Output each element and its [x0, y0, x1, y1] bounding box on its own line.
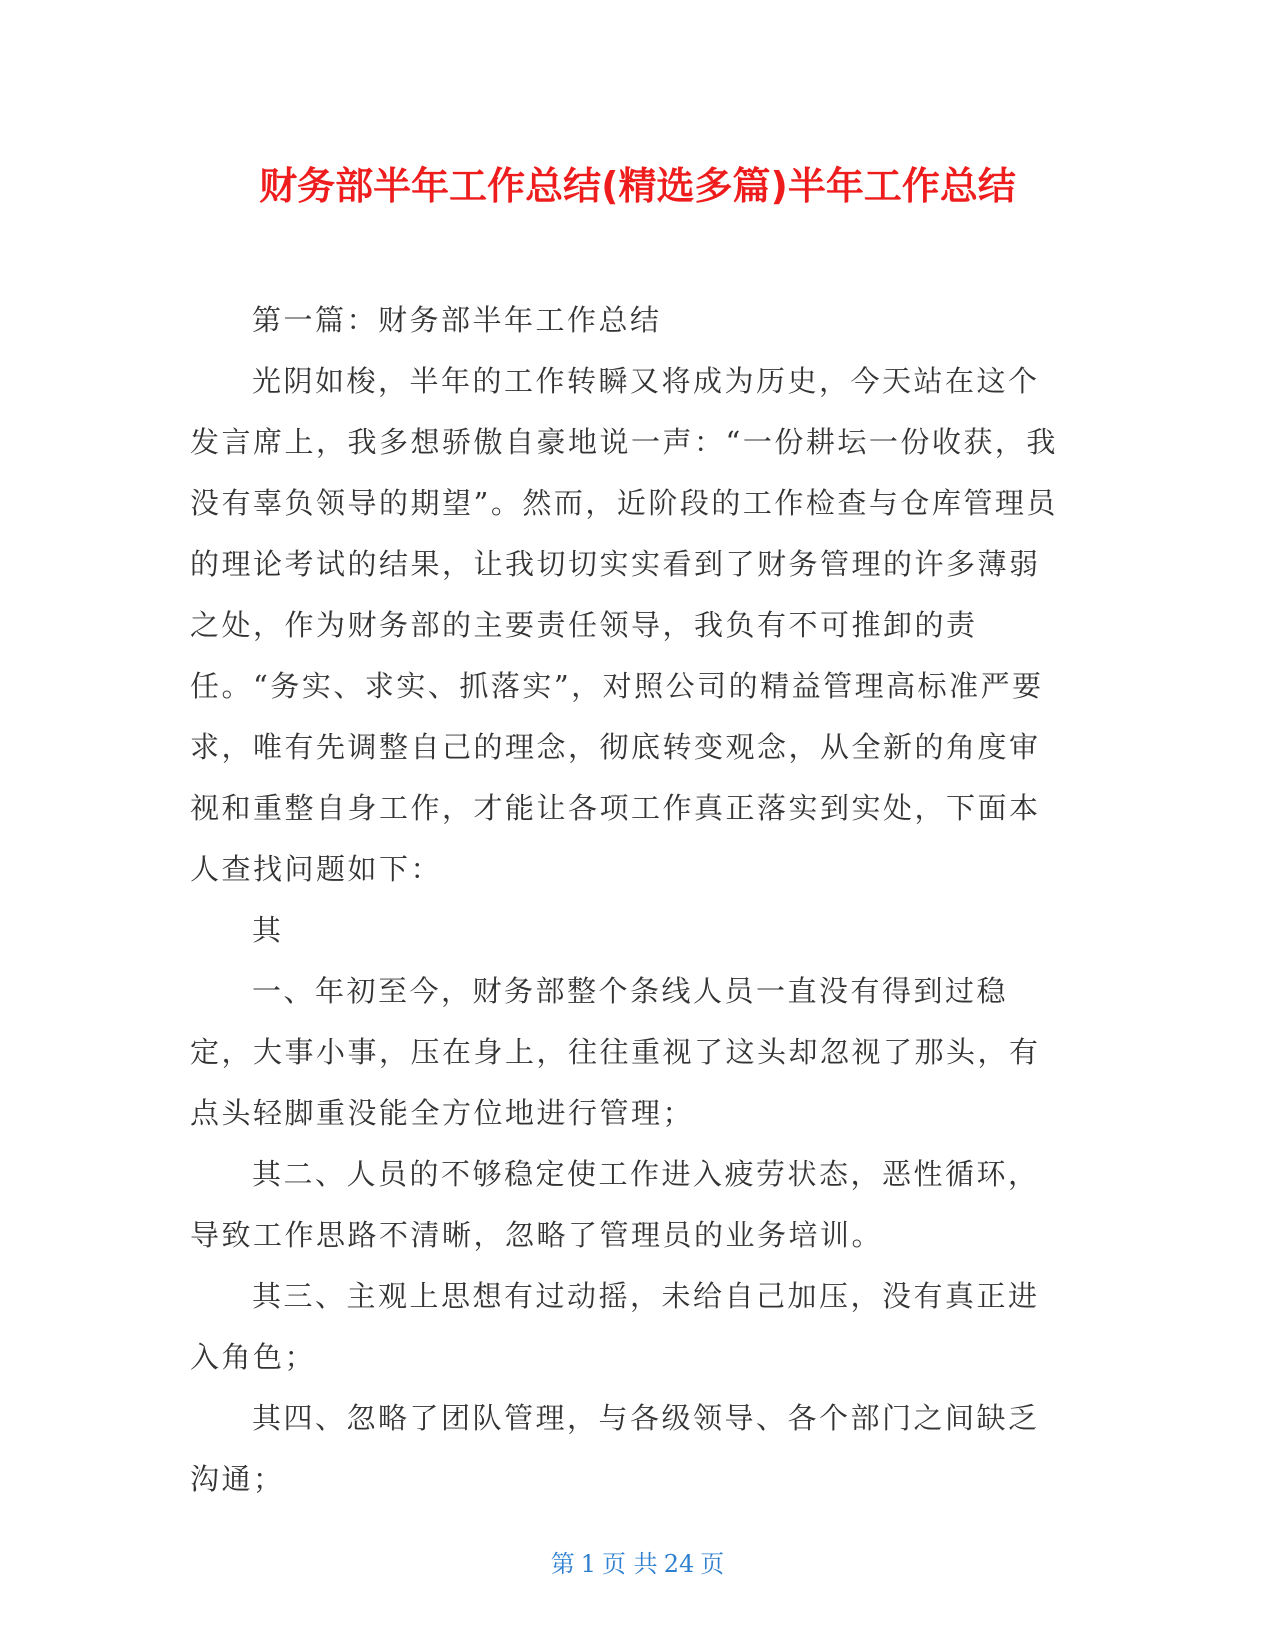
page-footer: [0, 1548, 1275, 1580]
paragraph: 其二、人员的不够稳定使工作进入疲劳状态，恶性循环，导致工作思路不清晰，忽略了管理员的业务培训。: [190, 1157, 1040, 1252]
document-body: [190, 290, 1070, 1510]
paragraph: 其三、主观上思想有过动摇，未给自己加压，没有真正进入角色；: [190, 1279, 1040, 1374]
page-label-prefix: 第: [550, 1550, 575, 1578]
document-title: 财务部半年工作总结(精选多篇)半年工作总结: [259, 164, 1016, 208]
section-heading: 第一篇：财务部半年工作总结: [252, 303, 662, 337]
paragraph: 一、年初至今，财务部整个条线人员一直没有得到过稳定，大事小事，压在身上，往往重视了这头却忽视了那头，有点头轻脚重没能全方位地进行管理；: [190, 974, 1041, 1130]
page-label-mid: 页 共: [602, 1550, 658, 1578]
total-pages-number: 24: [663, 1550, 695, 1578]
paragraph: 其四、忽略了团队管理，与各级领导、各个部门之间缺乏沟通；: [190, 1401, 1040, 1496]
current-page-number: 1: [580, 1550, 597, 1578]
paragraph: 光阴如梭，半年的工作转瞬又将成为历史，今天站在这个发言席上，我多想骄傲自豪地说一声：“一份耕坛一份收获，我没有辜负领导的期望”。然而，近阶段的工作检查与仓库管理员的理论考试的结果，让我切切实实看到了财务管理的许多薄弱之处，作为财务部的主要责任领导，我负有不可推卸的责任。“务实、求实、抓落实”，对照公司的精益管理高标准严要求，唯有先调整自己的理念，彻底转变观念，从全新的角度审视和重整自身工作，才能让各项工作真正落实到实处，下面本人查找问题如下：: [190, 364, 1058, 886]
page-label-suffix: 页: [700, 1550, 725, 1578]
paragraph: 其: [252, 913, 284, 947]
